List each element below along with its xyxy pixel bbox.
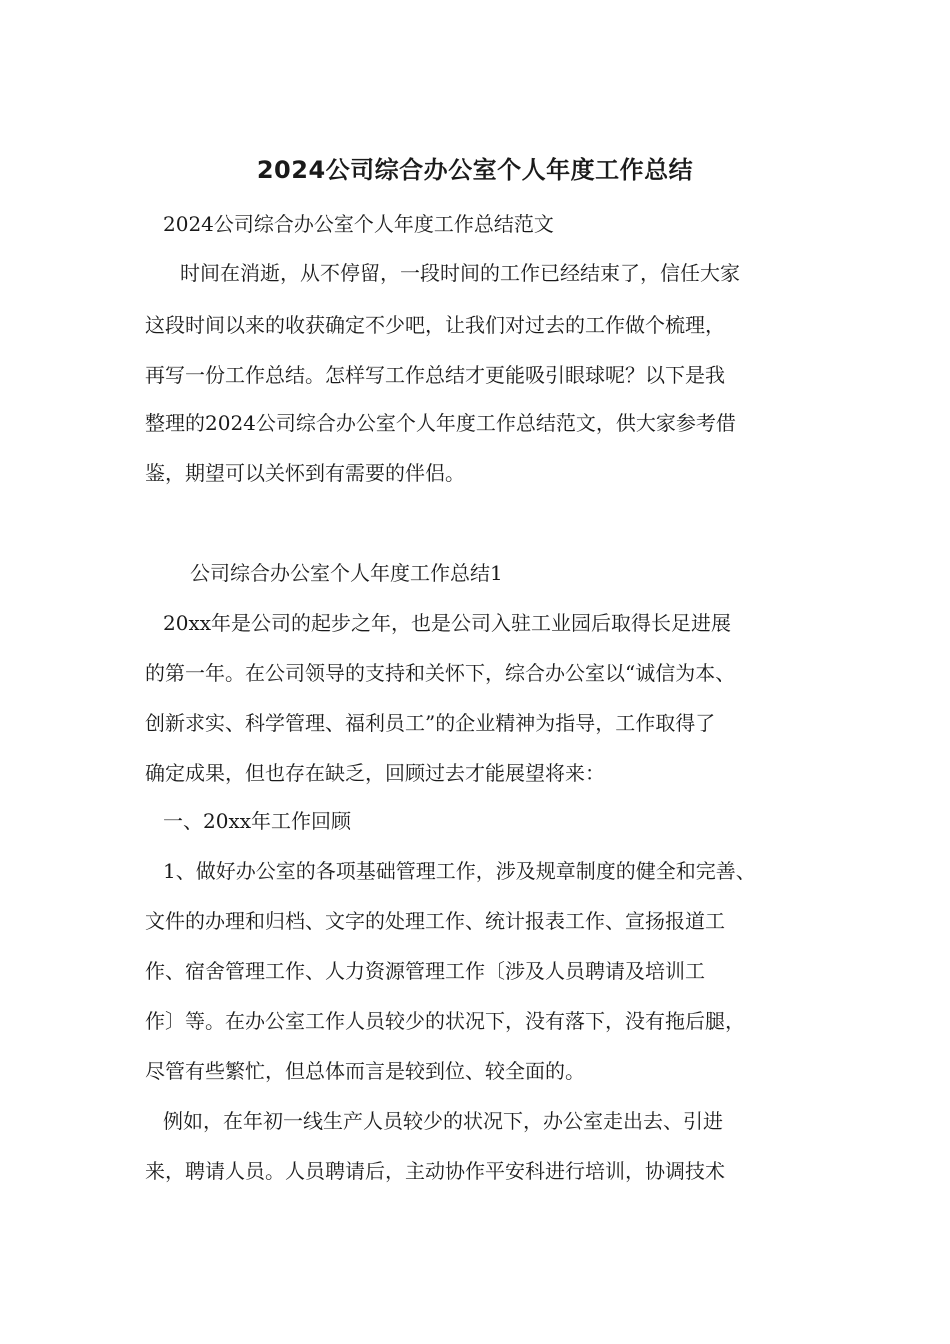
paragraph-line: 鉴，期望可以关怀到有需要的伴侣。 [145, 461, 465, 485]
paragraph-line: 1、做好办公室的各项基础管理工作，涉及规章制度的健全和完善、 [163, 859, 756, 883]
paragraph-line: 尽管有些繁忙，但总体而言是较到位、较全面的。 [145, 1059, 585, 1083]
paragraph-line: 作〕等。在办公室工作人员较少的状况下，没有落下，没有拖后腿， [145, 1009, 745, 1033]
subsection-heading: 一、20xx年工作回顾 [163, 809, 352, 833]
subtitle-line: 2024公司综合办公室个人年度工作总结范文 [163, 212, 554, 236]
paragraph-line: 整理的2024公司综合办公室个人年度工作总结范文，供大家参考借 [145, 411, 736, 435]
paragraph-line: 来，聘请人员。人员聘请后，主动协作平安科进行培训，协调技术 [145, 1159, 725, 1183]
paragraph-line: 确定成果，但也存在缺乏，回顾过去才能展望将来： [145, 761, 605, 785]
section-heading: 公司综合办公室个人年度工作总结1 [190, 561, 503, 585]
paragraph-line: 例如，在年初一线生产人员较少的状况下，办公室走出去、引进 [163, 1109, 723, 1133]
paragraph-line: 作、宿舍管理工作、人力资源管理工作〔涉及人员聘请及培训工 [145, 959, 705, 983]
paragraph-line: 20xx年是公司的起步之年，也是公司入驻工业园后取得长足进展 [163, 611, 732, 635]
paragraph-line: 的第一年。在公司领导的支持和关怀下，综合办公室以“诚信为本、 [145, 661, 736, 685]
paragraph-line: 文件的办理和归档、文字的处理工作、统计报表工作、宣扬报道工 [145, 909, 725, 933]
paragraph-line: 这段时间以来的收获确定不少吧，让我们对过去的工作做个梳理， [145, 313, 725, 337]
paragraph-line: 再写一份工作总结。怎样写工作总结才更能吸引眼球呢？以下是我 [145, 363, 725, 387]
paragraph-line: 创新求实、科学管理、福利员工”的企业精神为指导，工作取得了 [145, 711, 716, 735]
paragraph-line: 时间在消逝，从不停留，一段时间的工作已经结束了，信任大家 [180, 261, 740, 285]
document-title: 2024公司综合办公室个人年度工作总结 [256, 156, 694, 184]
